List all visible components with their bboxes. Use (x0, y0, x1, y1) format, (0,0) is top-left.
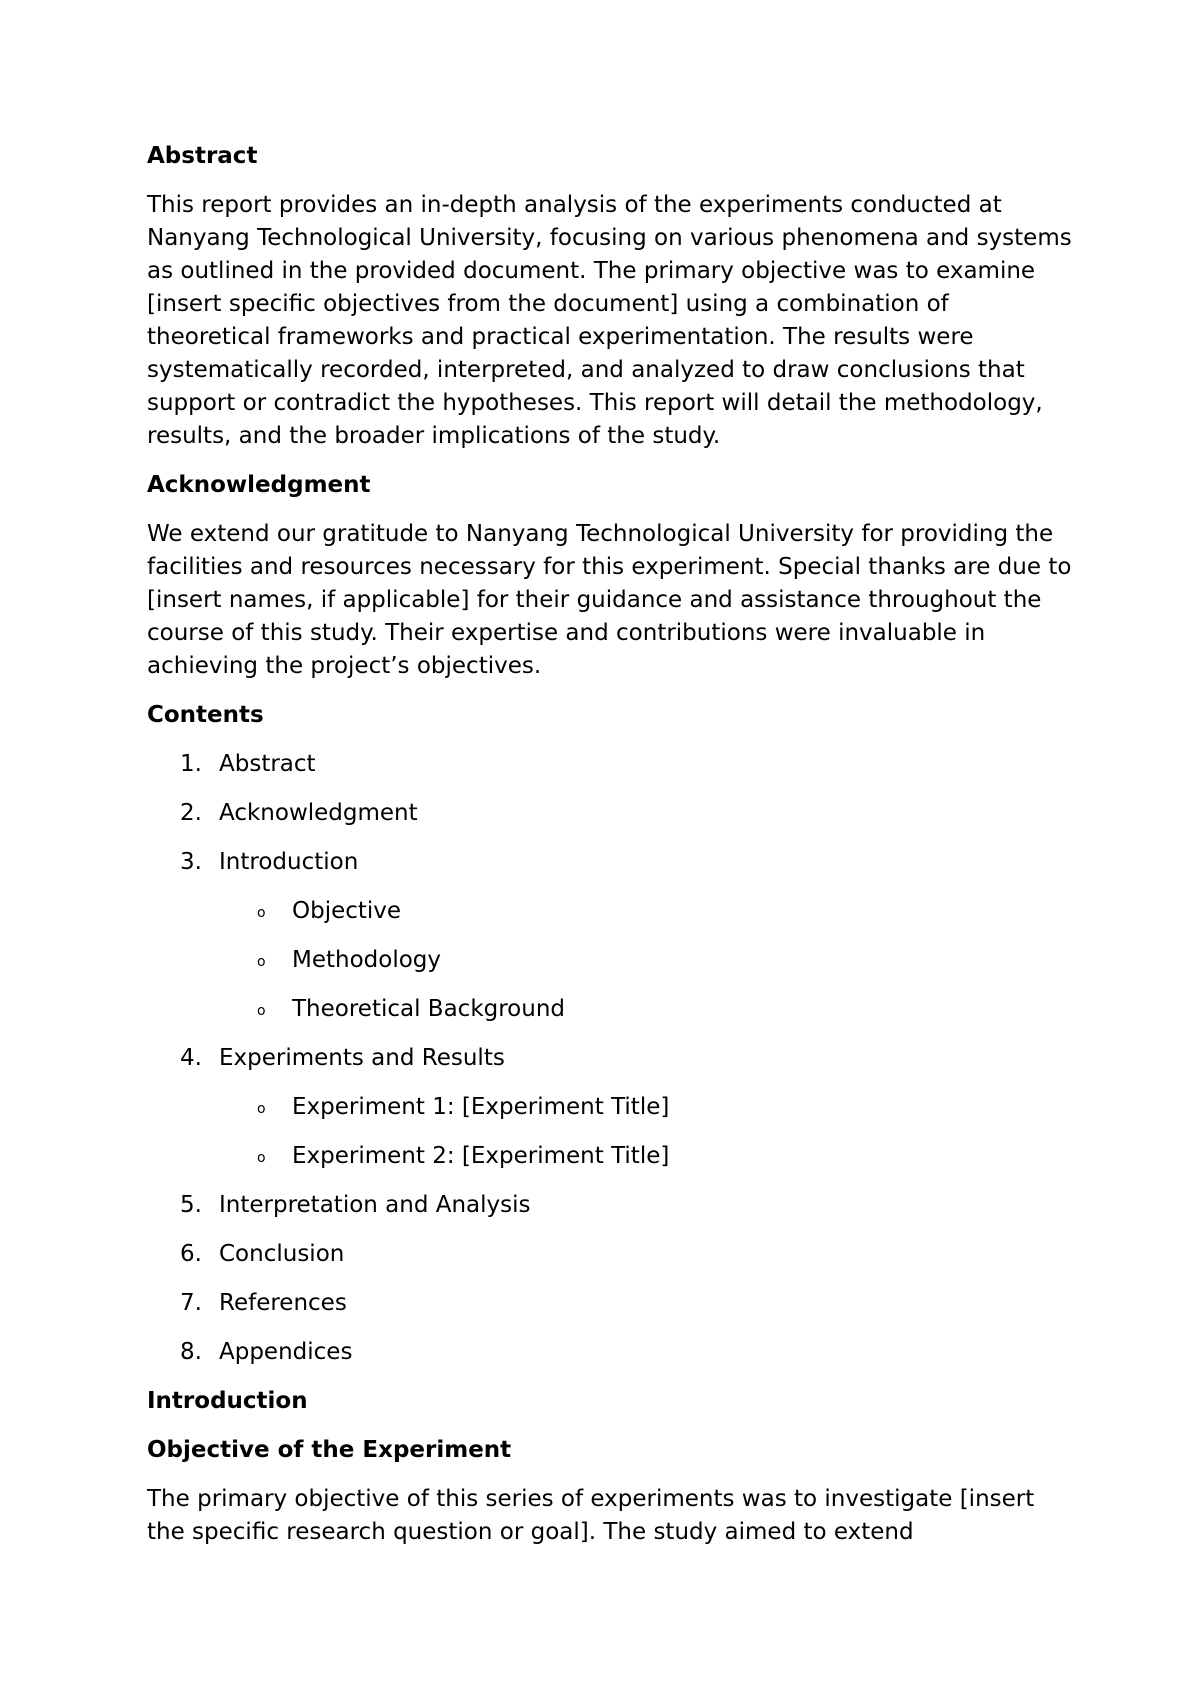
toc-subitem (147, 993, 1077, 1026)
toc-item-label: Conclusion (219, 1241, 345, 1267)
toc-item-label: Appendices (219, 1339, 353, 1365)
toc-subitem-label: Methodology (292, 947, 442, 973)
toc-item-number: 5. (180, 1192, 202, 1218)
toc-subitem-label: Experiment 2: [Experiment Title] (292, 1143, 670, 1169)
toc-item-number: 3. (180, 849, 202, 875)
objective-heading: Objective of the Experiment (147, 1437, 512, 1463)
toc-subitem-label: Experiment 1: [Experiment Title] (292, 1094, 670, 1120)
toc-item-number: 8. (180, 1339, 202, 1365)
circle-bullet-icon: o (257, 1003, 266, 1019)
toc-item-number: 6. (180, 1241, 202, 1267)
toc-item (147, 1238, 1077, 1271)
toc-item (147, 748, 1077, 781)
objective-body: The primary objective of this series of experiments was to investigate [insert the specific research question or goal]. The study aimed to extend (147, 1486, 1035, 1545)
toc-item-number: 4. (180, 1045, 202, 1071)
toc-item-label: Introduction (219, 849, 359, 875)
acknowledgment-body: We extend our gratitude to Nanyang Technological University for providing the facilities and resources necessary for this experiment. Special thanks are due to [insert names, if applicable] for their guidance and assistance throughout the course of this study. Their expertise and contributions were invaluable in achieving the project’s objectives. (147, 521, 1072, 679)
toc-subitem-label: Objective (292, 898, 402, 924)
toc-item (147, 1189, 1077, 1222)
toc-item (147, 1336, 1077, 1369)
toc-item-label: Acknowledgment (219, 800, 418, 826)
acknowledgment-heading: Acknowledgment (147, 472, 371, 498)
toc-subitem-label: Theoretical Background (292, 996, 566, 1022)
introduction-heading: Introduction (147, 1388, 308, 1414)
toc-subitem (147, 1140, 1077, 1173)
toc-item-label: Interpretation and Analysis (219, 1192, 531, 1218)
abstract-heading: Abstract (147, 143, 258, 169)
toc-subitem (147, 895, 1077, 928)
document-page (147, 140, 1077, 1565)
toc-subitem (147, 944, 1077, 977)
toc-item-label: References (219, 1290, 347, 1316)
circle-bullet-icon: o (257, 1101, 266, 1117)
contents-heading: Contents (147, 702, 264, 728)
toc-item (147, 797, 1077, 830)
toc-subitem (147, 1091, 1077, 1124)
circle-bullet-icon: o (257, 954, 266, 970)
toc-item-number: 2. (180, 800, 202, 826)
circle-bullet-icon: o (257, 905, 266, 921)
toc-item-label: Experiments and Results (219, 1045, 505, 1071)
toc-item-number: 7. (180, 1290, 202, 1316)
toc-item (147, 1287, 1077, 1320)
abstract-body: This report provides an in-depth analysis of the experiments conducted at Nanyang Technological University, focusing on various phenomena and systems as outlined in the provided document. The primary objective was to examine [insert specific objectives from the document] using a combination of theoretical frameworks and practical experimentation. The results were systematically recorded, interpreted, and analyzed to draw conclusions that support or contradict the hypotheses. This report will detail the methodology, results, and the broader implications of the study. (147, 192, 1072, 449)
toc-item (147, 1042, 1077, 1075)
toc-item-number: 1. (180, 751, 202, 777)
toc-item-label: Abstract (219, 751, 316, 777)
table-of-contents (147, 748, 1077, 1369)
circle-bullet-icon: o (257, 1150, 266, 1166)
toc-item (147, 846, 1077, 879)
